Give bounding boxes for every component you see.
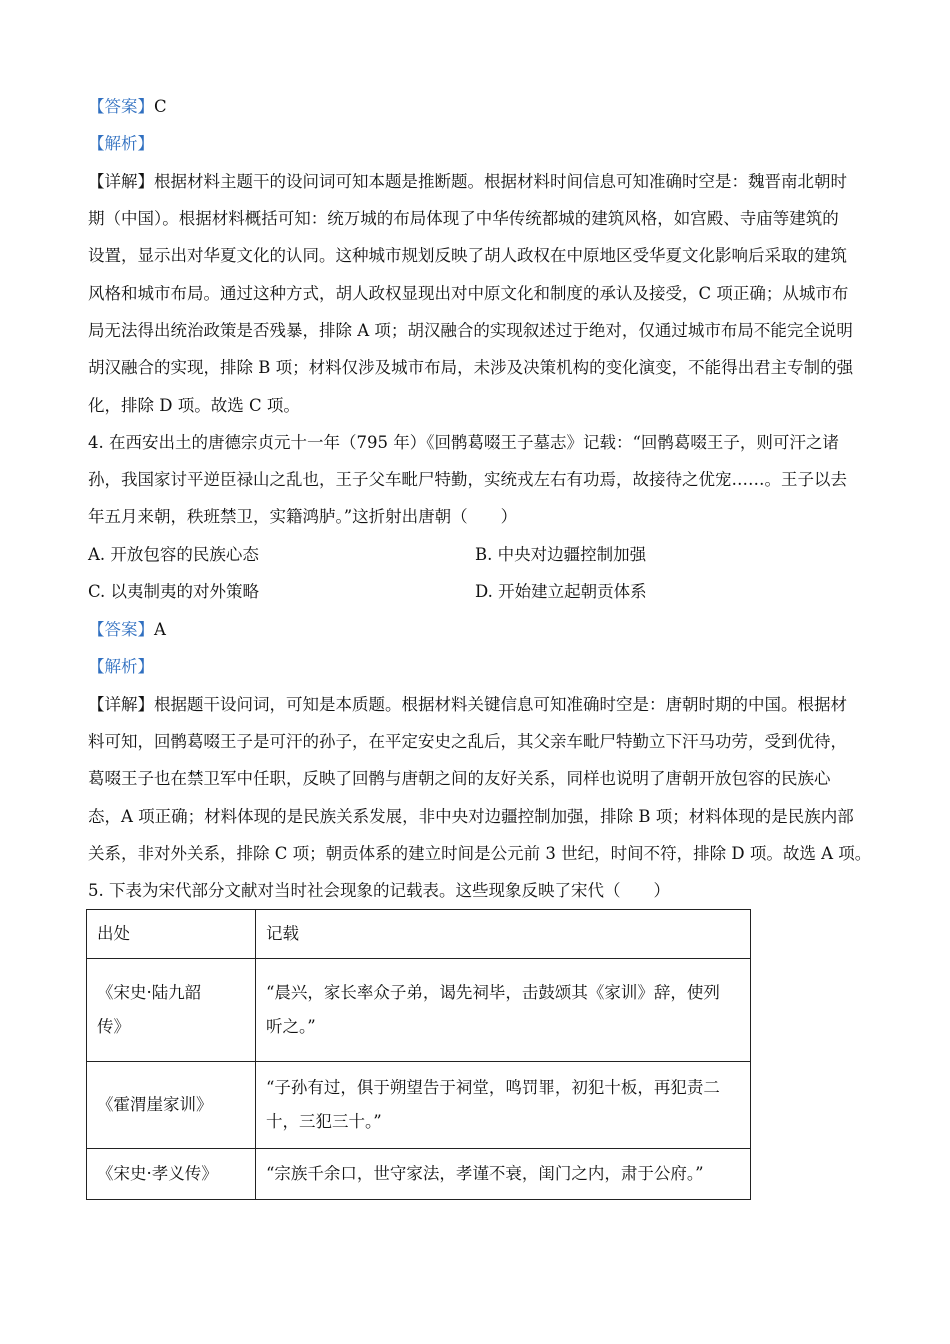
q4-detail-line: 【详解】根据题干设问词，可知是本质题。根据材料关键信息可知准确时空是：唐朝时期的中国。根据材 bbox=[88, 695, 847, 714]
q3-detail-line: 期（中国）。根据材料概括可知：统万城的布局体现了中华传统都城的建筑风格，如宫殿、寺庙等建筑的 bbox=[88, 209, 839, 228]
q3-answer bbox=[88, 95, 863, 119]
q4-stem-line: 4. 在西安出土的唐德宗贞元十一年（795 年）《回鹘葛啜王子墓志》记载：“回鹘葛啜王子，则可汗之诸 bbox=[88, 433, 839, 452]
q4-detail-line: 料可知，回鹘葛啜王子是可汗的孙子，在平定安史之乱后，其父亲车毗尸特勤立下汗马功劳，受到优待， bbox=[88, 732, 847, 751]
q3-detail-line: 风格和城市布局。通过这种方式，胡人政权显现出对中原文化和制度的承认及接受，C 项正确；从城市布 bbox=[88, 284, 849, 303]
q4-detail-line: 态，A 项正确；材料体现的是民族关系发展，非中央对边疆控制加强，排除 B 项；材料体现的是民族内部 bbox=[88, 807, 854, 826]
q5-stem: 5. 下表为宋代部分文献对当时社会现象的记载表。这些现象反映了宋代（ ） bbox=[88, 881, 670, 900]
table-cell-record: “宗族千余口，世守家法，孝谨不衰，闺门之内，肃于公府。” bbox=[256, 1149, 751, 1200]
table-header: 记载 bbox=[256, 910, 751, 959]
q4-option-d: D. 开始建立起朝贡体系 bbox=[475, 582, 647, 601]
q4-stem-line: 年五月来朝，秩班禁卫，实籍鸿胪。”这折射出唐朝（ ） bbox=[88, 507, 518, 526]
table-row bbox=[87, 1149, 751, 1200]
q3-detail-line: 【详解】根据材料主题干的设问词可知本题是推断题。根据材料时间信息可知准确时空是：魏晋南北朝时 bbox=[88, 172, 847, 191]
q4-option-c: C. 以夷制夷的对外策略 bbox=[88, 582, 260, 601]
answer-value: A bbox=[154, 620, 166, 639]
q3-detail-line: 胡汉融合的实现，排除 B 项；材料仅涉及城市布局，未涉及决策机构的变化演变，不能得出君主专制的强 bbox=[88, 358, 854, 377]
table-header-row bbox=[87, 910, 751, 959]
table-cell-source: 《宋史·孝义传》 bbox=[87, 1149, 256, 1200]
table-cell-record: “晨兴，家长率众子弟，谒先祠毕，击鼓颂其《家训》辞，使列 听之。” bbox=[256, 959, 751, 1062]
q3-detail-line: 局无法得出统治政策是否残暴，排除 A 项；胡汉融合的实现叙述过于绝对，仅通过城市布局不能完全说明 bbox=[88, 321, 853, 340]
q4-option-a: A. 开放包容的民族心态 bbox=[88, 545, 259, 564]
table-cell-source: 《霍渭崖家训》 bbox=[87, 1062, 256, 1149]
q4-detail-line: 葛啜王子也在禁卫军中任职，反映了回鹘与唐朝之间的友好关系，同样也说明了唐朝开放包容的民族心 bbox=[88, 769, 831, 788]
detail-label: 【详解】 bbox=[88, 172, 154, 191]
answer-value: C bbox=[154, 97, 167, 116]
table-cell-record: “子孙有过，俱于朔望告于祠堂，鸣罚罪，初犯十板，再犯责二 十，三犯三十。” bbox=[256, 1062, 751, 1149]
table-cell-source: 《宋史·陆九韶 传》 bbox=[87, 959, 256, 1062]
records-table bbox=[86, 909, 751, 1200]
q4-analysis-label: 【解析】 bbox=[88, 657, 154, 676]
table-row bbox=[87, 959, 751, 1062]
q3-detail-line: 设置，显示出对华夏文化的认同。这种城市规划反映了胡人政权在中原地区受华夏文化影响后采取的建筑 bbox=[88, 246, 847, 265]
answer-label: 【答案】 bbox=[88, 97, 154, 116]
table-row bbox=[87, 1062, 751, 1149]
q4-option-b: B. 中央对边疆控制加强 bbox=[475, 545, 647, 564]
q3-detail-line: 化，排除 D 项。故选 C 项。 bbox=[88, 396, 300, 415]
q4-answer bbox=[88, 618, 863, 642]
q4-detail-line: 关系，非对外关系，排除 C 项；朝贡体系的建立时间是公元前 3 世纪，时间不符，排除 D 项。故选 A 项。 bbox=[88, 844, 872, 863]
table-header: 出处 bbox=[87, 910, 256, 959]
q4-stem-line: 孙，我国家讨平逆臣禄山之乱也，王子父车毗尸特勤，实统戎左右有功焉，故接待之优宠……。王子以去 bbox=[88, 470, 847, 489]
detail-label: 【详解】 bbox=[88, 695, 154, 714]
q3-analysis-label: 【解析】 bbox=[88, 134, 154, 153]
answer-label: 【答案】 bbox=[88, 620, 154, 639]
